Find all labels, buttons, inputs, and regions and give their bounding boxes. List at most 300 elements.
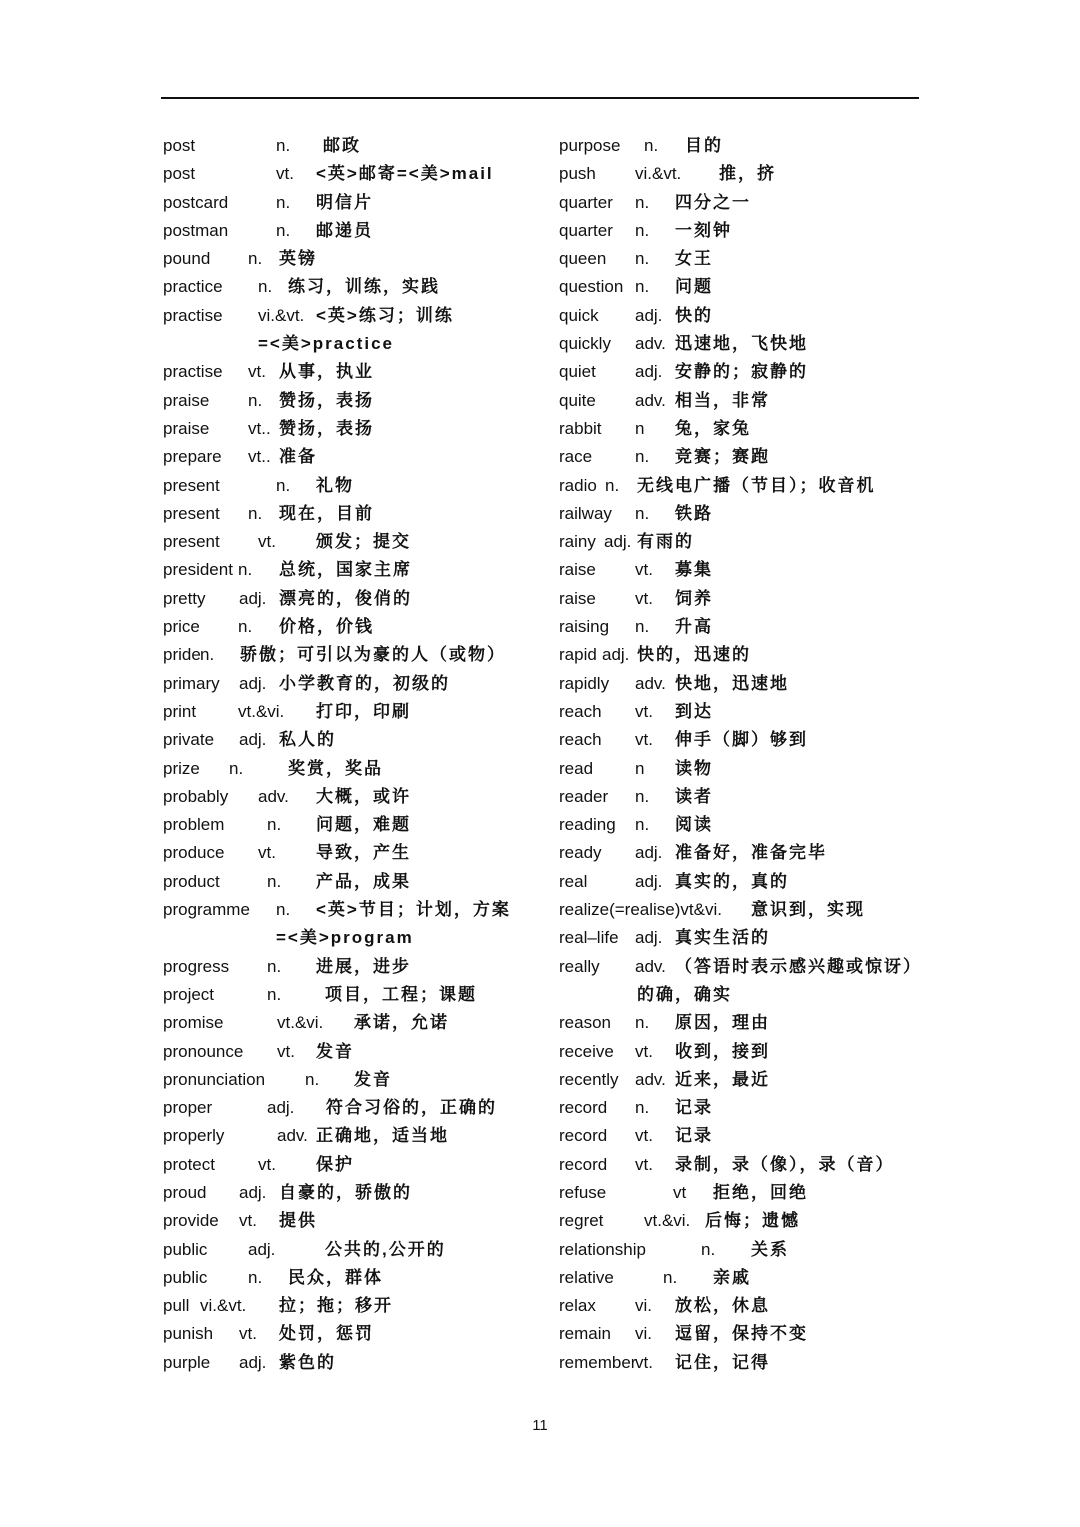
definition: （答语时表示感兴趣或惊讶）	[675, 956, 922, 976]
vocab-entry	[163, 585, 548, 613]
vocab-word: pretty	[163, 588, 206, 608]
definition: 兔，家兔	[675, 418, 751, 438]
vocab-word: receive	[559, 1041, 614, 1061]
vocab-entry	[163, 953, 548, 981]
part-of-speech: vt.	[277, 1041, 295, 1061]
part-of-speech: n	[635, 758, 645, 778]
vocab-entry	[559, 189, 924, 217]
definition: 一刻钟	[675, 220, 732, 240]
vocab-entry	[163, 670, 548, 698]
part-of-speech: vt..	[248, 447, 271, 467]
part-of-speech: adj.	[239, 588, 267, 608]
definition: 明信片	[316, 192, 373, 212]
vocab-word: radio	[559, 475, 597, 495]
vocab-word: quarter	[559, 192, 613, 212]
vocab-entry	[559, 387, 924, 415]
vocab-word: regret	[559, 1211, 604, 1231]
vocab-entry	[559, 1264, 924, 1292]
part-of-speech: n.	[635, 815, 650, 835]
part-of-speech: vt.	[258, 1154, 276, 1174]
vocab-word: remain	[559, 1324, 611, 1344]
definition: 升高	[675, 617, 713, 637]
vocab-entry	[163, 472, 548, 500]
part-of-speech: adj.	[635, 305, 663, 325]
definition: 阅读	[675, 815, 713, 835]
part-of-speech: n.	[276, 220, 291, 240]
part-of-speech: vt.	[635, 588, 653, 608]
part-of-speech: vt.&vi.	[644, 1211, 691, 1231]
definition: 饲养	[675, 588, 713, 608]
vocab-word: praise	[163, 418, 210, 438]
definition: 邮政	[323, 136, 361, 155]
part-of-speech: adj.	[604, 532, 632, 552]
part-of-speech: n.	[248, 1267, 263, 1287]
part-of-speech: n.	[276, 136, 291, 155]
vocab-word: race	[559, 447, 593, 467]
vocab-entry	[559, 839, 924, 867]
vocab-entry	[559, 245, 924, 273]
vocab-word: quiet	[559, 362, 596, 382]
definition: 后悔；遗憾	[705, 1211, 800, 1231]
vocab-word: present	[163, 532, 220, 552]
part-of-speech: adj.	[267, 1098, 295, 1118]
vocab-word: primary	[163, 673, 220, 693]
part-of-speech: vt.	[248, 362, 266, 382]
vocab-entry	[559, 1236, 924, 1264]
part-of-speech: vi.&vt.	[635, 164, 682, 184]
vocab-word: promise	[163, 1013, 224, 1033]
vocab-word: post	[163, 164, 196, 184]
definition: 保护	[316, 1154, 354, 1174]
definition: 准备	[279, 447, 317, 467]
definition: =<美>practice	[258, 334, 394, 354]
vocab-entry	[559, 273, 924, 301]
definition: 价格，价钱	[279, 617, 374, 637]
part-of-speech: n.	[238, 617, 253, 637]
vocab-word: raising	[559, 617, 610, 637]
vocab-word: private	[163, 730, 215, 750]
vocab-entry	[559, 1349, 924, 1377]
vocab-entry	[163, 1179, 548, 1207]
vocab-word: pronunciation	[163, 1069, 266, 1089]
part-of-speech: n.	[635, 277, 650, 297]
definition: 近来，最近	[675, 1069, 770, 1089]
vocab-word: purpose	[559, 136, 621, 155]
vocab-word: quick	[559, 305, 599, 325]
definition: 快的	[675, 305, 713, 325]
vocab-entry	[163, 1292, 548, 1320]
definition: 问题，难题	[316, 815, 411, 835]
vocab-entry	[163, 273, 548, 301]
vocab-entry	[163, 868, 548, 896]
definition: 目的	[685, 136, 723, 155]
definition: 读物	[675, 758, 713, 778]
vocab-word: project	[163, 984, 215, 1004]
vocab-word: ready	[559, 843, 602, 863]
vocab-word: relative	[559, 1267, 614, 1287]
vocab-entry	[559, 528, 924, 556]
vocab-entry	[163, 358, 548, 386]
vocab-entry	[163, 500, 548, 528]
definition: 无线电广播（节目）；收音机	[637, 475, 876, 495]
vocab-entry	[163, 613, 548, 641]
vocab-word: price	[163, 617, 200, 637]
right-column	[559, 132, 924, 1377]
part-of-speech: n.	[635, 1098, 650, 1118]
definition: 伸手（脚）够到	[675, 730, 808, 750]
vocab-word: railway	[559, 503, 612, 523]
part-of-speech: adj.	[635, 843, 663, 863]
part-of-speech: n.	[305, 1069, 320, 1089]
part-of-speech: adv.	[635, 334, 666, 354]
definition: 募集	[675, 560, 713, 580]
definition: 拉；拖；移开	[279, 1296, 393, 1316]
vocab-word: practice	[163, 277, 223, 297]
vocab-word: remember	[559, 1352, 637, 1372]
vocab-entry	[559, 1122, 924, 1150]
part-of-speech: adv.	[635, 956, 666, 976]
vocab-entry	[559, 302, 924, 330]
vocab-word: problem	[163, 815, 225, 835]
vocab-word: public	[163, 1239, 208, 1259]
part-of-speech: adj.	[239, 730, 267, 750]
part-of-speech: vt.	[635, 1126, 653, 1146]
vocab-entry	[559, 755, 924, 783]
vocab-word: question	[559, 277, 624, 297]
part-of-speech: n.	[276, 475, 291, 495]
vocab-word: proper	[163, 1098, 213, 1118]
vocab-entry	[559, 358, 924, 386]
definition: <英>邮寄=<美>mail	[316, 164, 494, 184]
definition: 快地，迅速地	[675, 673, 789, 693]
vocab-word: rapidly	[559, 673, 610, 693]
part-of-speech: n.	[267, 871, 282, 891]
vocab-word: produce	[163, 843, 225, 863]
vocab-word: product	[163, 871, 220, 891]
vocab-entry	[163, 415, 548, 443]
vocab-word: proud	[163, 1182, 207, 1202]
vocab-entry	[559, 1009, 924, 1037]
part-of-speech: adj.	[635, 362, 663, 382]
vocab-word: pull	[163, 1296, 190, 1316]
vocab-word: prepare	[163, 447, 222, 467]
vocab-entry	[163, 132, 548, 160]
part-of-speech: adj.	[239, 1182, 267, 1202]
vocab-entry	[559, 472, 924, 500]
part-of-speech: vt.	[276, 164, 294, 184]
part-of-speech: adv.	[635, 390, 666, 410]
part-of-speech: n.	[635, 447, 650, 467]
definition: 读者	[675, 786, 713, 806]
definition: 导致，产生	[316, 843, 411, 863]
part-of-speech: n.	[276, 900, 291, 920]
vocab-word: progress	[163, 956, 230, 976]
vocab-entry	[559, 981, 924, 1009]
part-of-speech: vt.	[635, 1154, 653, 1174]
vocab-word: prize	[163, 758, 200, 778]
part-of-speech: adv.	[635, 1069, 666, 1089]
part-of-speech: vt	[673, 1182, 687, 1202]
vocab-word: practise	[163, 305, 223, 325]
definition: 竞赛；赛跑	[675, 447, 770, 467]
definition: 逗留，保持不变	[675, 1324, 808, 1344]
vocab-entry	[163, 1349, 548, 1377]
vocab-word: rabbit	[559, 418, 602, 438]
vocab-entry	[559, 641, 924, 669]
definition: 准备好，准备完毕	[675, 843, 827, 863]
definition: 自豪的，骄傲的	[279, 1182, 412, 1202]
definition: 意识到，实现	[751, 900, 865, 920]
definition: 邮递员	[316, 220, 373, 240]
part-of-speech: n.	[635, 617, 650, 637]
vocab-word: quite	[559, 390, 596, 410]
part-of-speech: vi.&vt.	[200, 1296, 247, 1316]
vocab-word: present	[163, 503, 220, 523]
vocab-entry	[163, 755, 548, 783]
vocab-word: reason	[559, 1013, 611, 1033]
definition: <英>节目；计划，方案	[316, 900, 511, 920]
vocab-word: refuse	[559, 1182, 607, 1202]
vocab-word: postman	[163, 220, 229, 240]
definition: 颁发；提交	[316, 532, 411, 552]
vocab-entry	[163, 1207, 548, 1235]
definition: 民众，群体	[288, 1267, 383, 1287]
vocab-entry	[559, 896, 924, 924]
vocab-entry	[163, 1151, 548, 1179]
vocab-entry	[559, 217, 924, 245]
vocab-entry	[163, 330, 548, 358]
part-of-speech: n.	[238, 560, 253, 580]
vocab-entry	[163, 160, 548, 188]
vocab-entry	[559, 443, 924, 471]
part-of-speech: n.	[635, 220, 650, 240]
vocab-entry	[559, 1038, 924, 1066]
part-of-speech: n.	[635, 1013, 650, 1033]
definition: 提供	[279, 1211, 317, 1231]
vocab-word: pronounce	[163, 1041, 244, 1061]
definition: 私人的	[279, 730, 336, 750]
definition: <英>练习；训练	[316, 305, 454, 325]
vocab-entry	[559, 698, 924, 726]
vocab-word: provide	[163, 1211, 219, 1231]
part-of-speech: adv.	[258, 786, 289, 806]
vocab-word: probably	[163, 786, 229, 806]
vocab-word: really	[559, 956, 600, 976]
vocab-word: record	[559, 1154, 608, 1174]
vocab-entry	[559, 868, 924, 896]
vocab-word: real	[559, 871, 588, 891]
definition: 原因，理由	[675, 1013, 770, 1033]
part-of-speech: vt.	[239, 1324, 257, 1344]
definition: 练习，训练，实践	[288, 277, 440, 297]
definition: 亲戚	[713, 1267, 751, 1287]
definition: 记录	[675, 1098, 713, 1118]
vocab-word: quickly	[559, 334, 611, 354]
definition: 收到，接到	[675, 1041, 770, 1061]
part-of-speech: n.	[635, 786, 650, 806]
part-of-speech: n.	[248, 249, 263, 269]
vocab-entry	[559, 613, 924, 641]
vocab-word: rapid	[559, 645, 597, 665]
vocab-entry	[559, 1094, 924, 1122]
definition: 奖赏，奖品	[288, 758, 383, 778]
vocab-entry	[163, 245, 548, 273]
vocab-entry	[559, 1151, 924, 1179]
definition: 大概，或许	[316, 786, 411, 806]
part-of-speech: vi.&vt.	[258, 305, 305, 325]
part-of-speech: vt.	[239, 1211, 257, 1231]
vocab-word: pride	[163, 645, 201, 665]
definition: 骄傲；可引以为豪的人（或物）	[240, 645, 506, 665]
vocab-word: realize(=realise)vt&vi.	[559, 900, 722, 920]
vocab-word: reach	[559, 701, 602, 721]
vocab-word: public	[163, 1267, 208, 1287]
vocab-word: practise	[163, 362, 223, 382]
part-of-speech: vt.	[258, 532, 276, 552]
definition: 铁路	[675, 503, 713, 523]
vocab-entry	[163, 556, 548, 584]
part-of-speech: n.	[267, 815, 282, 835]
vocab-entry	[163, 189, 548, 217]
definition: 记录	[675, 1126, 713, 1146]
definition: 赞扬，表扬	[279, 390, 374, 410]
definition: 到达	[675, 701, 713, 721]
part-of-speech: n.	[276, 192, 291, 212]
part-of-speech: n.	[200, 645, 215, 665]
vocab-word: reach	[559, 730, 602, 750]
definition: 公共的,公开的	[325, 1239, 446, 1259]
vocab-word: quarter	[559, 220, 613, 240]
vocab-entry	[163, 726, 548, 754]
definition: 拒绝，回绝	[713, 1182, 808, 1202]
part-of-speech: n.	[229, 758, 244, 778]
vocab-word: queen	[559, 249, 607, 269]
vocab-entry	[559, 953, 924, 981]
definition: =<美>program	[276, 928, 414, 948]
part-of-speech: adj.	[239, 673, 267, 693]
vocab-entry	[163, 443, 548, 471]
vocab-entry	[559, 500, 924, 528]
definition: 符合习俗的，正确的	[326, 1098, 497, 1118]
part-of-speech: n.	[267, 984, 282, 1004]
vocab-entry	[163, 981, 548, 1009]
vocab-word: relationship	[559, 1239, 646, 1259]
vocab-word: purple	[163, 1352, 211, 1372]
vocab-word: present	[163, 475, 220, 495]
part-of-speech: vt.	[635, 730, 653, 750]
vocab-entry	[163, 698, 548, 726]
vocab-entry	[559, 1207, 924, 1235]
definition: 紫色的	[279, 1352, 336, 1372]
part-of-speech: adj.	[248, 1239, 276, 1259]
vocab-word: reading	[559, 815, 616, 835]
part-of-speech: n.	[701, 1239, 716, 1259]
vocab-entry	[559, 556, 924, 584]
part-of-speech: n.	[635, 192, 650, 212]
definition: 发音	[316, 1041, 354, 1061]
definition: 承诺，允诺	[354, 1013, 449, 1033]
vocab-entry	[559, 811, 924, 839]
definition: 进展，进步	[316, 956, 411, 976]
vocab-entry	[163, 641, 548, 669]
definition: 安静的；寂静的	[675, 362, 808, 382]
definition: 现在，目前	[279, 503, 374, 523]
definition: 关系	[751, 1239, 789, 1259]
part-of-speech: vt.&vi.	[238, 701, 285, 721]
vocab-entry	[163, 1009, 548, 1037]
definition: 录制，录（像），录（音）	[675, 1154, 895, 1174]
definition: 漂亮的，俊俏的	[279, 588, 412, 608]
part-of-speech: vt.	[635, 1041, 653, 1061]
part-of-speech: n	[635, 418, 645, 438]
definition: 项目，工程；课题	[325, 984, 477, 1004]
definition: 快的，迅速的	[637, 645, 751, 665]
vocab-entry	[163, 1264, 548, 1292]
vocab-word: programme	[163, 900, 250, 920]
vocab-word: properly	[163, 1126, 225, 1146]
vocab-word: real–life	[559, 928, 619, 948]
part-of-speech: adj.	[635, 928, 663, 948]
definition: 小学教育的，初级的	[279, 673, 450, 693]
vocab-word: rainy	[559, 532, 596, 552]
part-of-speech: vt.	[635, 560, 653, 580]
part-of-speech: n.	[635, 249, 650, 269]
definition: 四分之一	[675, 192, 751, 212]
part-of-speech: vi.	[635, 1296, 652, 1316]
definition: 从事，执业	[279, 362, 374, 382]
part-of-speech: n.	[258, 277, 273, 297]
part-of-speech: adj.	[239, 1352, 267, 1372]
vocab-entry	[559, 670, 924, 698]
vocab-entry	[163, 528, 548, 556]
part-of-speech: adv.	[635, 673, 666, 693]
part-of-speech: n.	[663, 1267, 678, 1287]
vocab-entry	[559, 1292, 924, 1320]
vocab-entry	[163, 1038, 548, 1066]
vocab-entry	[559, 924, 924, 952]
vocab-word: relax	[559, 1296, 596, 1316]
vocab-entry	[163, 1122, 548, 1150]
part-of-speech: adv.	[277, 1126, 308, 1146]
part-of-speech: vt.	[258, 843, 276, 863]
definition: 打印，印刷	[316, 701, 411, 721]
part-of-speech: n.	[248, 390, 263, 410]
vocab-word: punish	[163, 1324, 214, 1344]
vocab-word: recently	[559, 1069, 619, 1089]
vocab-entry	[559, 415, 924, 443]
definition: 处罚，惩罚	[279, 1324, 374, 1344]
vocab-entry	[163, 811, 548, 839]
part-of-speech: vt.	[635, 701, 653, 721]
part-of-speech: n.	[635, 503, 650, 523]
vocab-entry	[559, 1320, 924, 1348]
left-column	[163, 132, 548, 1377]
vocab-word: record	[559, 1098, 608, 1118]
vocab-entry	[163, 783, 548, 811]
part-of-speech: n.	[248, 503, 263, 523]
vocab-word: push	[559, 164, 596, 184]
part-of-speech: vt.&vi.	[277, 1013, 324, 1033]
definition: 总统，国家主席	[279, 560, 412, 580]
part-of-speech: adj.	[635, 871, 663, 891]
part-of-speech: n.	[644, 136, 659, 155]
page-number: 11	[532, 1417, 548, 1434]
definition: 产品，成果	[316, 871, 411, 891]
part-of-speech: vt..	[248, 418, 271, 438]
vocab-entry	[163, 302, 548, 330]
definition: 赞扬，表扬	[279, 418, 374, 438]
definition: 迅速地，飞快地	[675, 334, 808, 354]
